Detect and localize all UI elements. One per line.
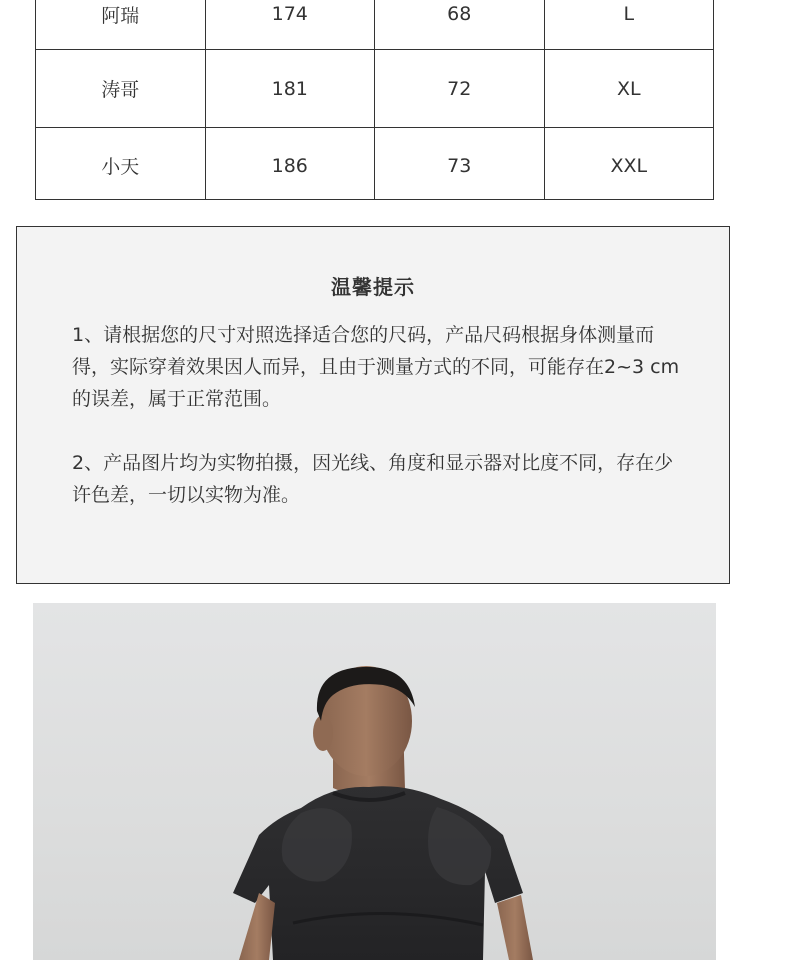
table-cell-weight: 68 <box>375 0 545 50</box>
notice-title: 温馨提示 <box>331 275 415 299</box>
table-cell-size: XXL <box>544 128 714 200</box>
table-cell-size: XL <box>544 50 714 128</box>
table-cell-name: 涛哥 <box>36 50 206 128</box>
notice-paragraph-color: 2、产品图片均为实物拍摄，因光线、角度和显示器对比度不同，存在少许色差，一切以实物为准。 <box>72 452 674 506</box>
notice-paragraph-size: 1、请根据您的尺寸对照选择适合您的尺码，产品尺码根据身体测量而得，实际穿着效果因人而异，且由于测量方式的不同，可能存在2~3 cm 的误差，属于正常范围。 <box>72 324 680 410</box>
model-illustration <box>33 603 716 960</box>
table-cell-height: 181 <box>205 50 375 128</box>
table-cell-weight: 73 <box>375 128 545 200</box>
table-cell-size: L <box>544 0 714 50</box>
table-cell-name: 阿瑞 <box>36 0 206 50</box>
table-cell-weight: 72 <box>375 50 545 128</box>
table-row <box>36 50 714 128</box>
table-row <box>36 0 714 50</box>
table-cell-height: 186 <box>205 128 375 200</box>
notice-box <box>16 226 730 584</box>
table-cell-height: 174 <box>205 0 375 50</box>
table-row <box>36 128 714 200</box>
size-chart-table <box>35 0 714 200</box>
product-photo <box>33 603 716 960</box>
table-cell-name: 小天 <box>36 128 206 200</box>
